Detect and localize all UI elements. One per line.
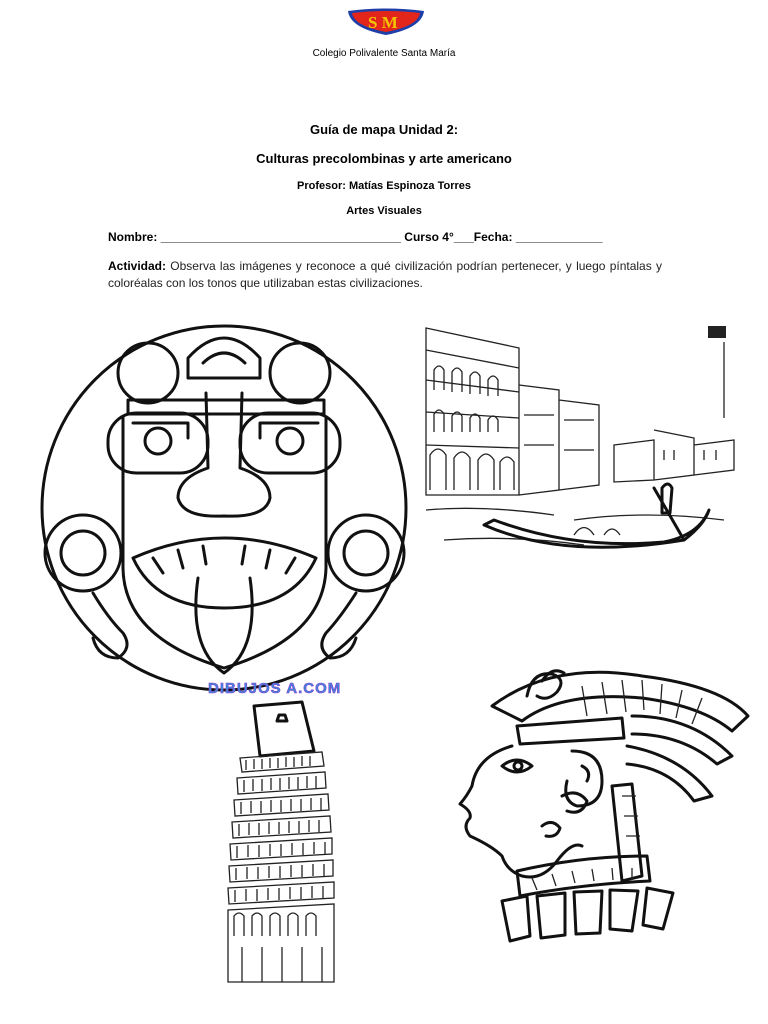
pisa-tower-image bbox=[222, 696, 340, 984]
activity-text: Observa las imágenes y reconoce a qué civilización podrían pertenecer, y luego píntalas y coloréalas con los tonos que utilizaban estas civilizaciones. bbox=[108, 259, 662, 290]
site-logo-icon bbox=[708, 326, 726, 338]
date-label: Fecha: bbox=[473, 230, 513, 244]
maya-warrior-image bbox=[432, 656, 754, 956]
logo-letters: S M bbox=[368, 13, 398, 32]
course-label[interactable]: Curso 4°___ bbox=[404, 230, 474, 244]
school-name: Colegio Polivalente Santa María bbox=[312, 48, 456, 59]
dibujos-watermark: DIBUJOS A.COM bbox=[208, 680, 342, 697]
venice-gondola-image bbox=[424, 320, 736, 588]
student-fields bbox=[108, 230, 603, 244]
name-label: Nombre: bbox=[108, 230, 158, 244]
aztec-sun-face-image bbox=[38, 318, 410, 698]
teacher-name: Profesor: Matías Espinoza Torres bbox=[296, 180, 471, 192]
guide-subtitle: Culturas precolombinas y arte americano bbox=[256, 151, 512, 166]
school-logo-icon bbox=[346, 8, 426, 36]
date-blank[interactable]: _____________ bbox=[515, 230, 603, 244]
subject-name: Artes Visuales bbox=[346, 205, 422, 217]
guide-title: Guía de mapa Unidad 2: bbox=[309, 122, 459, 137]
activity-label: Actividad: bbox=[108, 259, 167, 273]
activity-instructions bbox=[108, 258, 662, 292]
name-blank[interactable]: ____________________________________ bbox=[160, 230, 401, 244]
